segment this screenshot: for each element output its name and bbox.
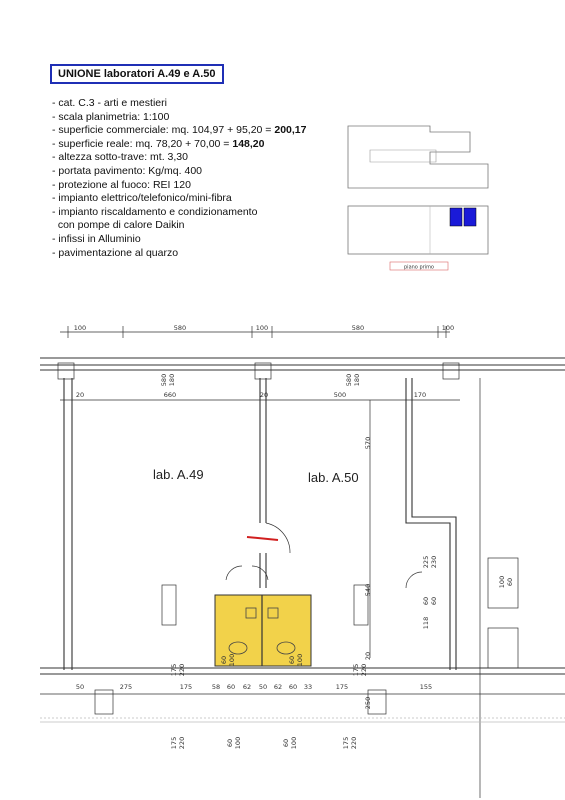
- spec-item: con pompe di calore Daikin: [52, 219, 185, 232]
- dim-label: 180: [168, 373, 176, 387]
- dim-label: 275: [119, 683, 133, 691]
- dim-label: 175: [335, 683, 349, 691]
- spec-item: - superficie commerciale: mq. 104,97 + 95,20 = 200,17: [52, 124, 307, 137]
- dim-label: 100: [234, 736, 242, 750]
- spec-item: - infissi in Alluminio: [52, 232, 141, 245]
- key-plan-label: piano primo: [404, 264, 434, 271]
- key-plan-unit-a50: [464, 208, 476, 226]
- room-label-a49: lab. A.49: [153, 467, 204, 482]
- spec-item: - portata pavimento: Kg/mq. 400: [52, 164, 202, 177]
- dim-label: 60: [430, 596, 438, 606]
- dim-label: 220: [178, 736, 186, 750]
- dim-label: 220: [350, 736, 358, 750]
- window: [162, 585, 176, 625]
- dim-label: 175: [170, 736, 178, 750]
- dim-label: 570: [364, 436, 372, 450]
- dim-label: 100: [255, 324, 269, 332]
- dim-label: 60: [226, 683, 236, 691]
- red-mark: [247, 537, 278, 540]
- dim-label: 155: [419, 683, 433, 691]
- spec-item: - altezza sotto-trave: mt. 3,30: [52, 151, 188, 164]
- dim-label: 100: [296, 653, 304, 667]
- dim-label: 60: [226, 738, 234, 748]
- dim-label: 175: [179, 683, 193, 691]
- spec-item: - impianto riscaldamento e condizionamento: [52, 205, 258, 218]
- dim-label: 580: [345, 373, 353, 387]
- room-label-a50: lab. A.50: [308, 470, 359, 485]
- dim-label: 580: [351, 324, 365, 332]
- dim-label: 170: [413, 391, 427, 399]
- dim-label: 60: [422, 596, 430, 606]
- dim-label: 540: [364, 583, 372, 597]
- fixture: [488, 628, 518, 668]
- dim-label: 50: [258, 683, 268, 691]
- dim-label: 60: [220, 655, 228, 665]
- spec-item: - impianto elettrico/telefonico/mini-fibra: [52, 192, 232, 205]
- key-plan: [340, 122, 510, 272]
- dim-label: 500: [333, 391, 347, 399]
- dim-label: 20: [364, 651, 372, 661]
- dim-label: 60: [288, 683, 298, 691]
- dim-label: 225: [422, 555, 430, 569]
- dim-label: 230: [430, 555, 438, 569]
- dim-label: 100: [73, 324, 87, 332]
- dim-label: 175: [352, 663, 360, 677]
- dim-label: 62: [273, 683, 283, 691]
- dim-label: 33: [303, 683, 313, 691]
- spec-item: - scala planimetria: 1:100: [52, 110, 170, 123]
- dim-label: 220: [178, 663, 186, 677]
- page-title: UNIONE laboratori A.49 e A.50: [50, 64, 224, 84]
- dim-label: 100: [441, 324, 455, 332]
- dim-label: 100: [228, 653, 236, 667]
- dim-label: 175: [170, 663, 178, 677]
- key-plan-wing: [370, 150, 436, 162]
- dim-label: 660: [163, 391, 177, 399]
- dim-label: 100: [290, 736, 298, 750]
- spec-item: - superficie reale: mq. 78,20 + 70,00 = 148,20: [52, 137, 265, 150]
- dim-label: 175: [342, 736, 350, 750]
- dim-label: 60: [506, 577, 514, 587]
- spec-item: - cat. C.3 - arti e mestieri: [52, 97, 167, 109]
- window: [95, 690, 113, 714]
- dim-label: 62: [242, 683, 252, 691]
- key-plan-unit-a49: [450, 208, 462, 226]
- key-plan-outline: [348, 126, 488, 188]
- door-swing: [266, 523, 290, 553]
- dim-label: 180: [353, 373, 361, 387]
- dim-label: 580: [173, 324, 187, 332]
- dim-label: 20: [259, 391, 269, 399]
- spec-list: [52, 97, 307, 260]
- dim-label: 60: [282, 738, 290, 748]
- spec-item: - pavimentazione al quarzo: [52, 246, 179, 259]
- floor-plan: [40, 318, 565, 800]
- dim-label: 580: [160, 373, 168, 387]
- door-swing: [226, 566, 242, 580]
- dim-label: 60: [288, 655, 296, 665]
- spec-item: - protezione al fuoco: REI 120: [52, 178, 191, 191]
- dim-label: 58: [211, 683, 221, 691]
- door-swing: [406, 572, 422, 588]
- dim-label: 118: [422, 616, 430, 630]
- dim-label: 50: [75, 683, 85, 691]
- dim-label: 20: [75, 391, 85, 399]
- dim-label: 100: [498, 575, 506, 589]
- dim-label: 250: [364, 696, 372, 710]
- wall-line: [412, 378, 456, 670]
- dim-label: 220: [360, 663, 368, 677]
